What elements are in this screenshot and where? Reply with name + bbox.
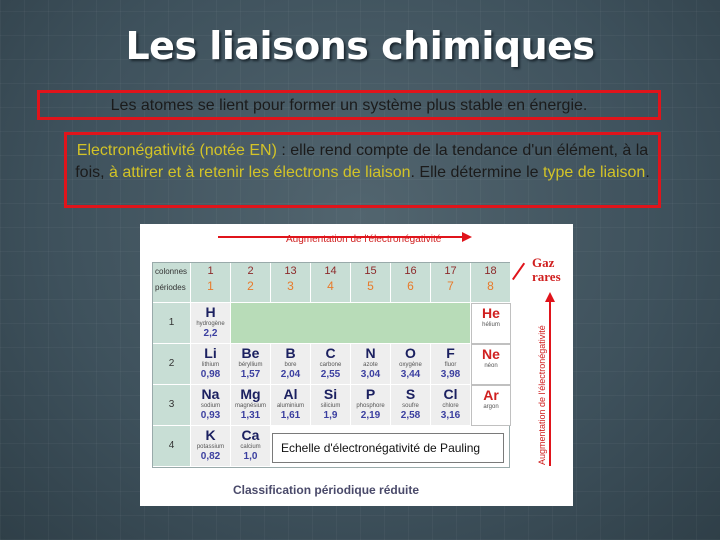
definition-box [64, 132, 661, 208]
side-arrow-icon [549, 300, 551, 466]
element-electronegativity: 0,93 [200, 410, 221, 421]
element-symbol: Mg [240, 386, 261, 402]
period-header [153, 426, 191, 467]
element-cell-ar [471, 385, 511, 426]
element-electronegativity: 3,04 [360, 369, 381, 380]
definition-part3: . [645, 164, 650, 181]
element-name: fluor [444, 362, 457, 368]
element-name: sodium [200, 403, 221, 409]
element-symbol: O [405, 345, 416, 361]
pauling-scale-legend: Echelle d'électronégativité de Pauling [272, 433, 504, 463]
element-name: calcium [240, 444, 261, 450]
element-electronegativity: 3,98 [440, 369, 461, 380]
element-cell-ca [231, 426, 271, 467]
element-electronegativity: 3,16 [440, 410, 461, 421]
definition-highlight2: type de liaison [543, 164, 646, 181]
column-number: 2 [247, 265, 254, 277]
column-header [471, 263, 511, 303]
column-number: 14 [324, 265, 337, 277]
column-header [431, 263, 471, 303]
element-cell-li [191, 344, 231, 385]
element-name: lithium [201, 362, 220, 368]
corner-columns-label: colonnes [155, 267, 188, 276]
element-electronegativity: 2,19 [360, 410, 381, 421]
element-symbol: Al [283, 386, 298, 402]
element-cell-be [231, 344, 271, 385]
element-cell-cl [431, 385, 471, 426]
column-number: 13 [284, 265, 297, 277]
element-symbol: C [325, 345, 336, 361]
element-symbol: S [405, 386, 416, 402]
element-cell-mg [231, 385, 271, 426]
element-cell-b [271, 344, 311, 385]
noble-gas-label: Gaz rares [532, 255, 561, 284]
element-symbol: Cl [443, 386, 458, 402]
element-name: bore [284, 362, 297, 368]
element-cell-f [431, 344, 471, 385]
element-name: oxygène [399, 362, 422, 368]
element-cell-o [391, 344, 431, 385]
element-name: aluminium [276, 403, 305, 409]
element-cell-h [191, 303, 231, 344]
column-header [191, 263, 231, 303]
element-electronegativity: 0,98 [200, 369, 221, 380]
column-header [391, 263, 431, 303]
element-symbol: Li [204, 345, 217, 361]
column-header [231, 263, 271, 303]
element-name: néon [484, 363, 498, 369]
element-name: phosphore [356, 403, 385, 409]
element-name: hélium [482, 322, 500, 328]
element-symbol: H [205, 304, 216, 320]
slide-title: Les liaisons chimiques [125, 24, 595, 68]
period-header [153, 303, 191, 344]
element-electronegativity: 1,31 [240, 410, 261, 421]
element-cell-c [311, 344, 351, 385]
element-electronegativity: 1,57 [240, 369, 261, 380]
element-electronegativity: 2,55 [320, 369, 341, 380]
element-name: potassium [196, 444, 225, 450]
element-electronegativity: 2,04 [280, 369, 301, 380]
intro-text: Les atomes se lient pour former un système plus stable en énergie. [110, 97, 588, 114]
element-cell-s [391, 385, 431, 426]
column-number: 16 [404, 265, 417, 277]
corner-periods-label: périodes [155, 283, 186, 292]
period-number: 1 [168, 317, 175, 328]
element-symbol: N [365, 345, 376, 361]
element-symbol: Ca [241, 427, 260, 443]
element-cell-ne [471, 344, 511, 385]
column-sub-number: 5 [367, 279, 374, 293]
definition-part2: . Elle détermine le [410, 164, 544, 181]
element-name: silicium [320, 403, 341, 409]
definition-term: Electronégativité (notée EN) [76, 142, 277, 159]
side-arrow-label: Augmentation de l'électronégativité [537, 325, 547, 465]
element-name: soufre [402, 403, 419, 409]
element-electronegativity: 3,44 [400, 369, 421, 380]
column-sub-number: 8 [487, 279, 494, 293]
element-symbol: He [482, 305, 500, 321]
element-name: carbone [319, 362, 342, 368]
element-name: argon [483, 404, 499, 410]
column-sub-number: 6 [407, 279, 414, 293]
element-cell-he [471, 303, 511, 344]
element-cell-na [191, 385, 231, 426]
element-cell-p [351, 385, 391, 426]
period-number: 4 [168, 440, 175, 451]
period-number: 2 [168, 358, 175, 369]
element-symbol: Na [201, 386, 220, 402]
column-sub-number: 7 [447, 279, 454, 293]
element-name: béryllium [238, 362, 263, 368]
column-sub-number: 4 [327, 279, 334, 293]
period-header [153, 385, 191, 426]
element-cell-n [351, 344, 391, 385]
element-name: magnésium [234, 403, 266, 409]
column-number: 17 [444, 265, 457, 277]
element-symbol: Be [241, 345, 260, 361]
element-cell-k [191, 426, 231, 467]
column-header [351, 263, 391, 303]
table-corner [153, 263, 191, 303]
column-number: 1 [207, 265, 214, 277]
column-header [311, 263, 351, 303]
period-header [153, 344, 191, 385]
figure-caption: Classification périodique réduite [233, 483, 420, 497]
top-arrow-label: Augmentation de l'électronégativité [286, 234, 442, 245]
element-cell-si [311, 385, 351, 426]
period-number: 3 [168, 399, 175, 410]
top-arrow-icon [218, 236, 464, 238]
element-symbol: Ne [482, 346, 500, 362]
element-name: azote [363, 362, 378, 368]
element-electronegativity: 0,82 [200, 451, 221, 462]
element-symbol: Si [323, 386, 338, 402]
period1-empty-block [231, 303, 471, 344]
element-symbol: B [285, 345, 296, 361]
element-cell-al [271, 385, 311, 426]
element-electronegativity: 1,9 [323, 410, 338, 421]
element-electronegativity: 1,0 [243, 451, 258, 462]
definition-highlight1: à attirer et à retenir les électrons de liaison [109, 164, 411, 181]
element-symbol: P [365, 386, 376, 402]
element-symbol: K [205, 427, 216, 443]
element-electronegativity: 2,2 [203, 328, 218, 339]
definition-part1: : elle rend compte de la tendance d'un élément, à la fois, [75, 142, 649, 181]
column-sub-number: 2 [247, 279, 254, 293]
column-header [271, 263, 311, 303]
element-symbol: Ar [483, 387, 499, 403]
column-number: 18 [484, 265, 497, 277]
column-number: 15 [364, 265, 377, 277]
intro-box [37, 90, 661, 120]
column-sub-number: 3 [287, 279, 294, 293]
element-symbol: F [446, 345, 455, 361]
element-electronegativity: 2,58 [400, 410, 421, 421]
element-name: hydrogène [196, 321, 225, 327]
column-sub-number: 1 [207, 279, 214, 293]
element-name: chlore [442, 403, 459, 409]
element-electronegativity: 1,61 [280, 410, 301, 421]
